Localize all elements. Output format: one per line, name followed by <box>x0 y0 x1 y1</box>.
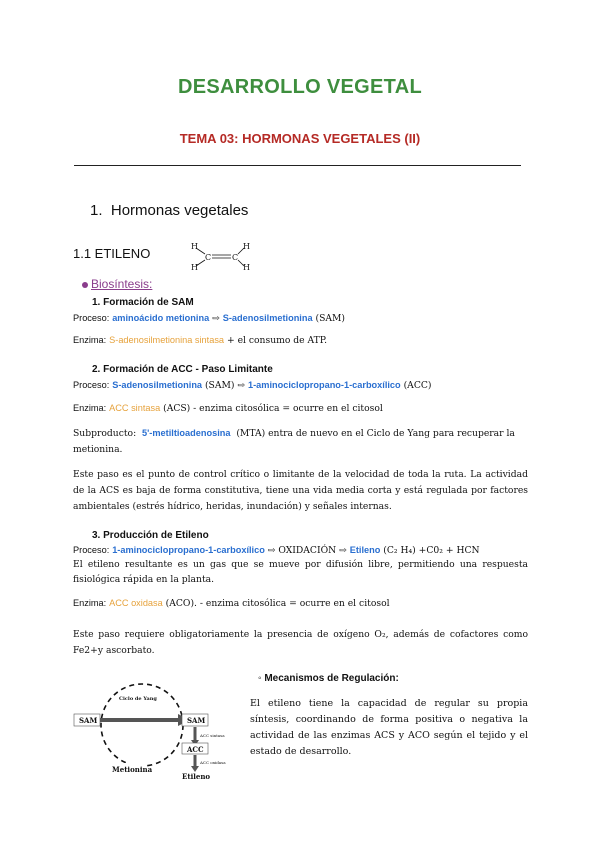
section-number: 1. <box>90 202 103 219</box>
mechanisms-heading: ◦ Mecanismos de Regulación: <box>258 673 399 684</box>
document-title: DESARROLLO VEGETAL <box>178 76 422 98</box>
step3-description: El etileno resultante es un gas que se mueve por difusión libre, permitiendo una respuesta fisiológica rápida en la planta. <box>73 559 528 585</box>
yang-cycle-diagram <box>72 678 247 780</box>
step2-enzima: Enzima: ACC sintasa (ACS) - enzima citosólica = ocurre en el citosol <box>73 403 383 414</box>
ethylene-molecule <box>185 238 275 274</box>
title-divider <box>74 165 521 166</box>
molecule-h-tr: H <box>243 242 250 251</box>
diagram-cycle-label: Ciclo de Yang <box>119 696 157 702</box>
diagram-acc-oxidasa: ACC oxidasa <box>200 760 226 765</box>
molecule-h-br: H <box>243 263 250 272</box>
document-subtitle: TEMA 03: HORMONAS VEGETALES (II) <box>179 131 421 146</box>
step3-enzima: Enzima: ACC oxidasa (ACO). - enzima citosólica = ocurre en el citosol <box>73 598 390 609</box>
step3-heading: 3. Producción de Etileno <box>92 530 209 541</box>
section-title: Hormonas vegetales <box>110 202 249 219</box>
diagram-etileno: Etileno <box>182 772 211 780</box>
step2-heading: 2. Formación de ACC - Paso Limitante <box>92 364 273 375</box>
step2-subproducto: Subproducto: 5'-metiltioadenosina (MTA) entra de nuevo en el Ciclo de Yang para recuperar la metionina. <box>73 428 515 455</box>
molecule-h-bl: H <box>191 263 198 272</box>
molecule-c-left: C <box>205 253 212 262</box>
diagram-acc: ACC <box>187 745 204 754</box>
step2-proceso: Proceso: S-adenosilmetionina (SAM) ⇨ 1-aminociclopropano-1-carboxílico (ACC) <box>73 380 432 391</box>
bullet-dot <box>82 282 88 288</box>
step1-heading: 1. Formación de SAM <box>92 297 194 308</box>
diagram-sam-left: SAM <box>79 716 98 725</box>
step1-enzima: Enzima: S-adenosilmetionina sintasa + el consumo de ATP. <box>73 335 328 346</box>
diagram-acc-sintasa: ACC sintasa <box>200 733 225 738</box>
mechanisms-text: El etileno tiene la capacidad de regular su propia síntesis, coordinando de forma positiva o negativa la actividad de las enzimas ACS y ACO según el tejido y el estado de desarrollo. <box>250 698 528 757</box>
paragraph-oxigeno: Este paso requiere obligatoriamente la presencia de oxígeno O₂, además de cofactores como Fe2+y ascorbato. <box>73 629 528 656</box>
section-heading <box>90 202 248 219</box>
step3-proceso: Proceso: 1-aminociclopropano-1-carboxílico ⇨ OXIDACIÓN ⇨ Etileno (C₂ H₄) +C0₂ + HCN <box>73 545 480 556</box>
molecule-c-right: C <box>232 253 239 262</box>
diagram-sam-right: SAM <box>187 716 206 725</box>
paragraph-limitante: Este paso es el punto de control crítico o limitante de la velocidad de toda la ruta. La actividad de la ACS es baja de forma constitutiva, tiene una vida media corta y está regulada por factores ambientales (estrés hídrico, heridas, inundación) y señales internas. <box>73 469 528 512</box>
diagram-metionina: Metionina <box>112 765 153 774</box>
subsection-heading: 1.1 ETILENO <box>73 246 151 261</box>
biosintesis-bullet: Biosíntesis: <box>91 277 153 291</box>
step1-proceso: Proceso: aminoácido metionina ⇨ S-adenosilmetionina (SAM) <box>73 313 346 324</box>
molecule-h-tl: H <box>191 242 198 251</box>
